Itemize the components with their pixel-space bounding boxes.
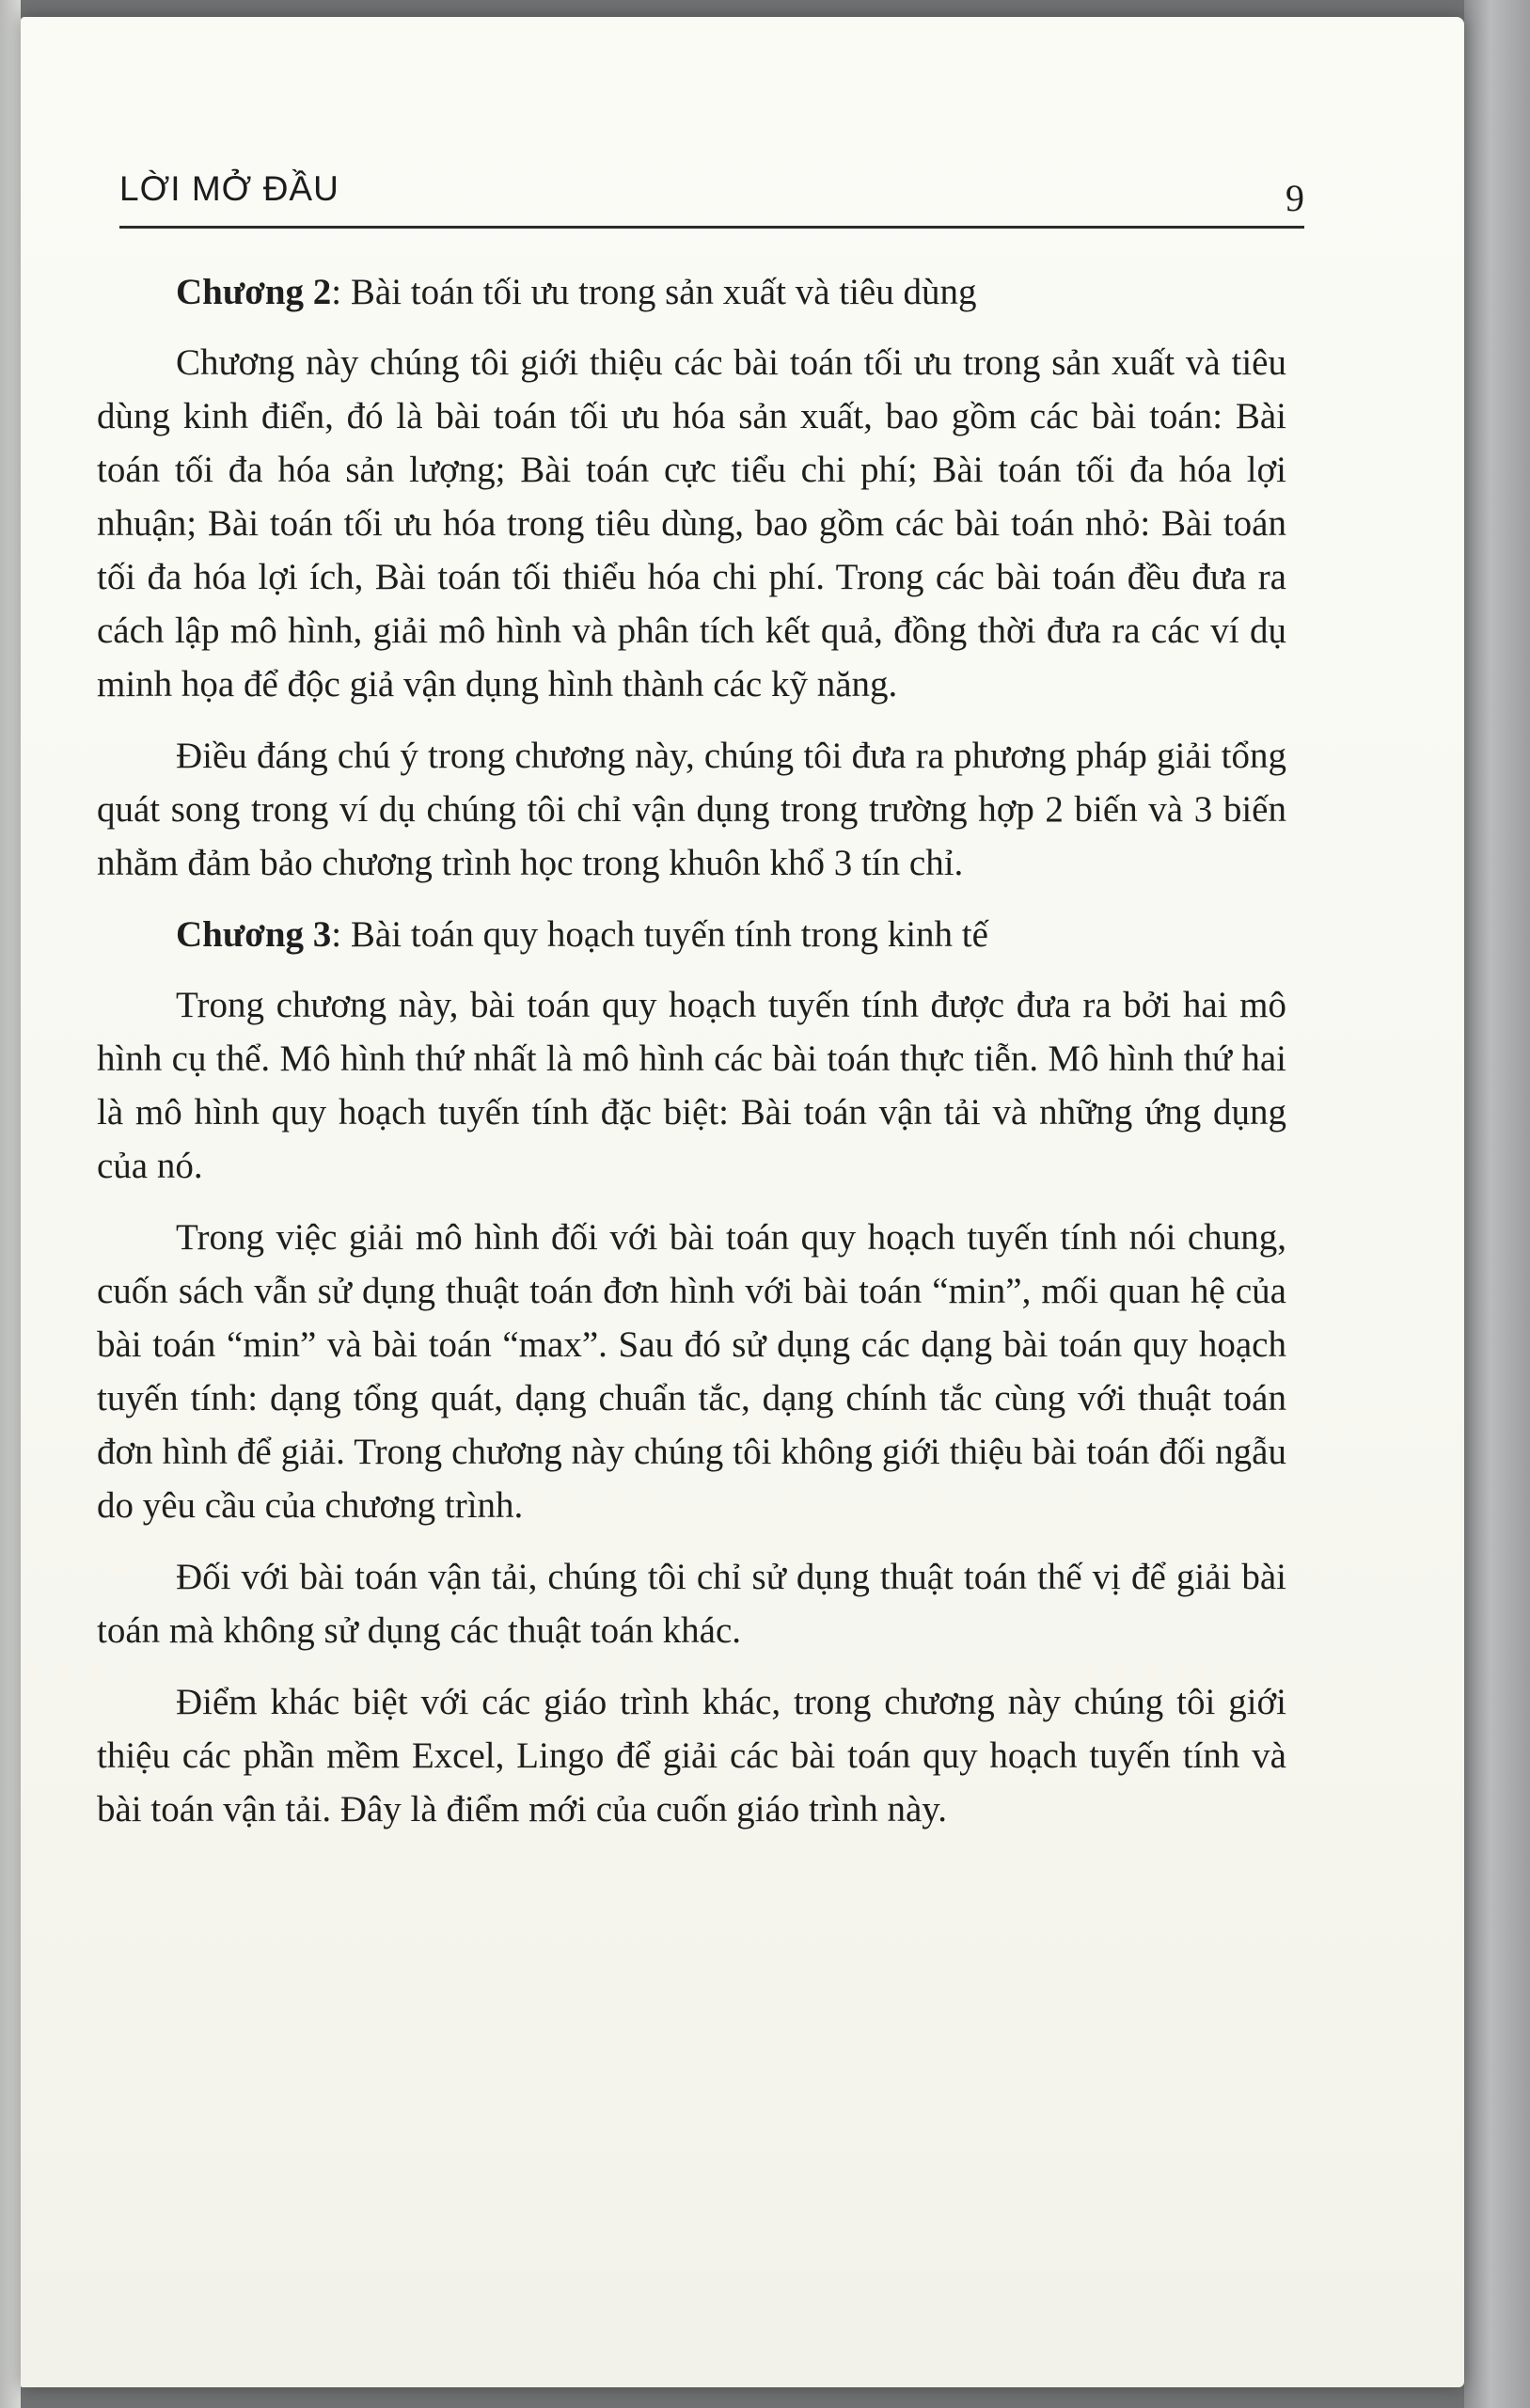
chapter-3-heading <box>97 908 1286 961</box>
paragraph: Điều đáng chú ý trong chương này, chúng tôi đưa ra phương pháp giải tổng quát song trong ví dụ chúng tôi chỉ vận dụng trong trường hợp 2 biến và 3 biến nhằm đảm bảo chương trình học trong khuôn khổ 3 tín chỉ. <box>97 736 1286 883</box>
paragraph: Trong chương này, bài toán quy hoạch tuyến tính được đưa ra bởi hai mô hình cụ thể. Mô hình thứ nhất là mô hình các bài toán thực tiễn. Mô hình thứ hai là mô hình quy hoạch tuyến tính đặc biệt: Bài toán vận tải và những ứng dụng của nó. <box>97 985 1286 1186</box>
paragraph: Trong việc giải mô hình đối với bài toán quy hoạch tuyến tính nói chung, cuốn sách vẫn sử dụng thuật toán đơn hình với bài toán “min”, mối quan hệ của bài toán “min” và bài toán “max”. Sau đó sử dụng các dạng bài toán quy hoạch tuyến tính: dạng tổng quát, dạng chuẩn tắc, dạng chính tắc cùng với thuật toán đơn hình để giải. Trong chương này chúng tôi không giới thiệu bài toán đối ngẫu do yêu cầu của chương trình. <box>97 1217 1286 1526</box>
book-cover-edge <box>0 0 21 2408</box>
chapter-2-title: : Bài toán tối ưu trong sản xuất và tiêu dùng <box>331 272 977 312</box>
chapter-3-label: Chương 3 <box>176 914 332 955</box>
running-title: LỜI MỞ ĐẦU <box>119 169 339 208</box>
page-header <box>119 149 1304 229</box>
page-body <box>97 265 1286 1854</box>
chapter-2-heading <box>97 265 1286 319</box>
background-surface <box>1464 0 1530 2408</box>
page-number: 9 <box>1286 177 1304 219</box>
paragraph: Điểm khác biệt với các giáo trình khác, trong chương này chúng tôi giới thiệu các phần mềm Excel, Lingo để giải các bài toán quy hoạch tuyến tính và bài toán vận tải. Đây là điểm mới của cuốn giáo trình này. <box>97 1682 1286 1830</box>
chapter-3-title: : Bài toán quy hoạch tuyến tính trong kinh tế <box>331 914 988 955</box>
paragraph: Đối với bài toán vận tải, chúng tôi chỉ sử dụng thuật toán thế vị để giải bài toán mà không sử dụng các thuật toán khác. <box>97 1557 1286 1651</box>
chapter-2-label: Chương 2 <box>176 272 332 312</box>
paragraph: Chương này chúng tôi giới thiệu các bài toán tối ưu trong sản xuất và tiêu dùng kinh điển, đó là bài toán tối ưu hóa sản xuất, bao gồm các bài toán: Bài toán tối đa hóa sản lượng; Bài toán cực tiểu chi phí; Bài toán tối đa hóa lợi nhuận; Bài toán tối ưu hóa trong tiêu dùng, bao gồm các bài toán nhỏ: Bài toán tối đa hóa lợi ích, Bài toán tối thiểu hóa chi phí. Trong các bài toán đều đưa ra cách lập mô hình, giải mô hình và phân tích kết quả, đồng thời đưa ra các ví dụ minh họa để độc giả vận dụng hình thành các kỹ năng. <box>97 342 1286 705</box>
